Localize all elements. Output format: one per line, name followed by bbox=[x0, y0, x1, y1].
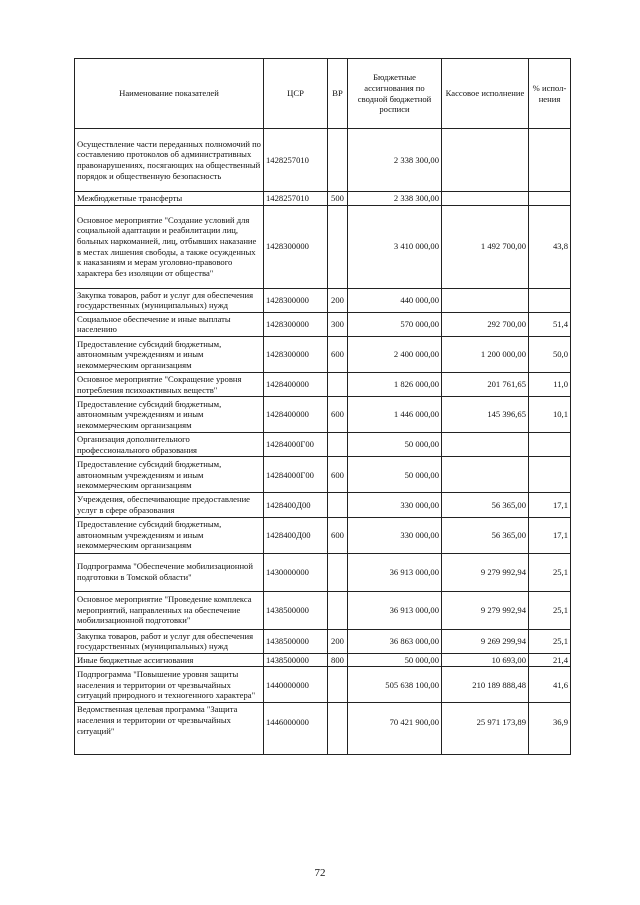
row-csr: 14284000Г00 bbox=[264, 433, 328, 457]
row-name: Предоставление субсидий бюджетным, автономным учреждениям и иным некоммерческим организациям bbox=[75, 457, 264, 493]
row-name: Основное мероприятие "Создание условий для социальной адаптации и реабилитации лиц, больных наркоманией, лиц, отбывших наказание в местах лишения свободы, а также осужденных к наказаниям и мерам уголовно-правового характера без изоляции от общества" bbox=[75, 205, 264, 288]
row-budget: 3 410 000,00 bbox=[348, 205, 442, 288]
row-cash: 56 365,00 bbox=[442, 517, 529, 553]
table-row bbox=[75, 205, 571, 288]
row-csr: 1430000000 bbox=[264, 553, 328, 591]
table-row bbox=[75, 629, 571, 653]
table-row bbox=[75, 457, 571, 493]
row-vr bbox=[328, 372, 348, 396]
budget-execution-table bbox=[74, 58, 571, 755]
row-vr: 200 bbox=[328, 288, 348, 312]
row-name: Осуществление части переданных полномочий по составлению протоколов об административных правонарушениях, посягающих на общественный порядок и общественную безопасность bbox=[75, 129, 264, 192]
row-name: Ведомственная целевая программа "Защита населения и территории от чрезвычайных ситуаций" bbox=[75, 703, 264, 755]
row-percent: 25,1 bbox=[529, 629, 571, 653]
row-cash: 25 971 173,89 bbox=[442, 703, 529, 755]
row-csr: 1438500000 bbox=[264, 653, 328, 667]
row-vr bbox=[328, 667, 348, 703]
row-vr: 200 bbox=[328, 629, 348, 653]
row-budget: 1 446 000,00 bbox=[348, 397, 442, 433]
row-csr: 1428300000 bbox=[264, 288, 328, 312]
row-vr bbox=[328, 205, 348, 288]
row-vr bbox=[328, 553, 348, 591]
row-csr: 1428400Д00 bbox=[264, 493, 328, 517]
table-row bbox=[75, 288, 571, 312]
row-vr bbox=[328, 591, 348, 629]
table-row bbox=[75, 591, 571, 629]
row-budget: 36 913 000,00 bbox=[348, 553, 442, 591]
row-budget: 2 400 000,00 bbox=[348, 336, 442, 372]
row-budget: 50 000,00 bbox=[348, 457, 442, 493]
row-percent: 11,0 bbox=[529, 372, 571, 396]
row-name: Иные бюджетные ассигнования bbox=[75, 653, 264, 667]
row-name: Основное мероприятие "Сокращение уровня потребления психоактивных веществ" bbox=[75, 372, 264, 396]
row-name: Закупка товаров, работ и услуг для обеспечения государственных (муниципальных) нужд bbox=[75, 288, 264, 312]
row-budget: 570 000,00 bbox=[348, 312, 442, 336]
row-csr: 1428400000 bbox=[264, 397, 328, 433]
row-vr bbox=[328, 129, 348, 192]
row-name: Подпрограмма "Повышение уровня защиты населения и территории от чрезвычайных ситуаций природного и техногенного характера" bbox=[75, 667, 264, 703]
table-row bbox=[75, 553, 571, 591]
row-csr: 1446000000 bbox=[264, 703, 328, 755]
row-budget: 1 826 000,00 bbox=[348, 372, 442, 396]
row-budget: 505 638 100,00 bbox=[348, 667, 442, 703]
row-vr bbox=[328, 703, 348, 755]
row-vr: 600 bbox=[328, 457, 348, 493]
row-percent bbox=[529, 288, 571, 312]
row-name: Предоставление субсидий бюджетным, автономным учреждениям и иным некоммерческим организациям bbox=[75, 517, 264, 553]
row-csr: 1428400Д00 bbox=[264, 517, 328, 553]
table-row bbox=[75, 129, 571, 192]
row-csr: 1438500000 bbox=[264, 591, 328, 629]
row-percent: 25,1 bbox=[529, 591, 571, 629]
row-cash bbox=[442, 433, 529, 457]
row-csr: 1428300000 bbox=[264, 205, 328, 288]
row-percent: 17,1 bbox=[529, 517, 571, 553]
row-csr: 1428300000 bbox=[264, 312, 328, 336]
row-percent: 17,1 bbox=[529, 493, 571, 517]
row-budget: 50 000,00 bbox=[348, 653, 442, 667]
row-cash: 56 365,00 bbox=[442, 493, 529, 517]
row-percent: 43,8 bbox=[529, 205, 571, 288]
table-row bbox=[75, 703, 571, 755]
row-name: Основное мероприятие "Проведение комплекса мероприятий, направленных на обеспечение мобилизационной подготовки" bbox=[75, 591, 264, 629]
table-row bbox=[75, 667, 571, 703]
table-header-row bbox=[75, 59, 571, 129]
row-budget: 330 000,00 bbox=[348, 493, 442, 517]
row-percent bbox=[529, 129, 571, 192]
row-vr: 600 bbox=[328, 336, 348, 372]
row-cash bbox=[442, 288, 529, 312]
row-csr: 1428257010 bbox=[264, 192, 328, 206]
row-budget: 440 000,00 bbox=[348, 288, 442, 312]
table-row bbox=[75, 312, 571, 336]
row-cash: 292 700,00 bbox=[442, 312, 529, 336]
row-name: Организация дополнительного профессионального образования bbox=[75, 433, 264, 457]
header-budget: Бюджетные ассигнования по сводной бюджетной росписи bbox=[348, 59, 442, 129]
row-csr: 1428400000 bbox=[264, 372, 328, 396]
row-name: Социальное обеспечение и иные выплаты населению bbox=[75, 312, 264, 336]
row-percent: 50,0 bbox=[529, 336, 571, 372]
row-cash: 10 693,00 bbox=[442, 653, 529, 667]
row-name: Учреждения, обеспечивающие предоставление услуг в сфере образования bbox=[75, 493, 264, 517]
row-name: Предоставление субсидий бюджетным, автономным учреждениям и иным некоммерческим организациям bbox=[75, 336, 264, 372]
row-budget: 70 421 900,00 bbox=[348, 703, 442, 755]
row-csr: 1440000000 bbox=[264, 667, 328, 703]
header-cash: Кассовое исполнение bbox=[442, 59, 529, 129]
header-percent: % испол-нения bbox=[529, 59, 571, 129]
page-number: 72 bbox=[314, 867, 326, 879]
row-percent bbox=[529, 433, 571, 457]
table-row bbox=[75, 493, 571, 517]
row-vr: 800 bbox=[328, 653, 348, 667]
row-percent: 21,4 bbox=[529, 653, 571, 667]
row-budget: 36 913 000,00 bbox=[348, 591, 442, 629]
row-vr bbox=[328, 493, 348, 517]
header-csr: ЦСР bbox=[264, 59, 328, 129]
row-cash bbox=[442, 457, 529, 493]
row-name: Предоставление субсидий бюджетным, автономным учреждениям и иным некоммерческим организациям bbox=[75, 397, 264, 433]
row-budget: 2 338 300,00 bbox=[348, 129, 442, 192]
row-vr: 500 bbox=[328, 192, 348, 206]
header-vr: ВР bbox=[328, 59, 348, 129]
row-budget: 36 863 000,00 bbox=[348, 629, 442, 653]
row-budget: 330 000,00 bbox=[348, 517, 442, 553]
row-cash: 9 269 299,94 bbox=[442, 629, 529, 653]
row-cash: 9 279 992,94 bbox=[442, 591, 529, 629]
row-cash: 145 396,65 bbox=[442, 397, 529, 433]
row-name: Закупка товаров, работ и услуг для обеспечения государственных (муниципальных) нужд bbox=[75, 629, 264, 653]
table-row bbox=[75, 397, 571, 433]
row-vr: 300 bbox=[328, 312, 348, 336]
row-budget: 2 338 300,00 bbox=[348, 192, 442, 206]
row-csr: 1428300000 bbox=[264, 336, 328, 372]
row-percent: 41,6 bbox=[529, 667, 571, 703]
row-name: Подпрограмма "Обеспечение мобилизационной подготовки в Томской области" bbox=[75, 553, 264, 591]
header-name: Наименование показателей bbox=[75, 59, 264, 129]
row-name: Межбюджетные трансферты bbox=[75, 192, 264, 206]
row-cash: 1 492 700,00 bbox=[442, 205, 529, 288]
table-row bbox=[75, 336, 571, 372]
row-vr bbox=[328, 433, 348, 457]
row-percent: 25,1 bbox=[529, 553, 571, 591]
row-vr: 600 bbox=[328, 397, 348, 433]
row-cash: 9 279 992,94 bbox=[442, 553, 529, 591]
row-percent bbox=[529, 457, 571, 493]
row-csr: 1428257010 bbox=[264, 129, 328, 192]
table-row bbox=[75, 517, 571, 553]
row-percent: 10,1 bbox=[529, 397, 571, 433]
row-cash: 1 200 000,00 bbox=[442, 336, 529, 372]
row-cash bbox=[442, 192, 529, 206]
row-percent bbox=[529, 192, 571, 206]
table-row bbox=[75, 653, 571, 667]
table-row bbox=[75, 433, 571, 457]
row-vr: 600 bbox=[328, 517, 348, 553]
row-csr: 14284000Г00 bbox=[264, 457, 328, 493]
row-cash: 201 761,65 bbox=[442, 372, 529, 396]
row-cash: 210 189 888,48 bbox=[442, 667, 529, 703]
row-budget: 50 000,00 bbox=[348, 433, 442, 457]
row-csr: 1438500000 bbox=[264, 629, 328, 653]
row-percent: 36,9 bbox=[529, 703, 571, 755]
row-cash bbox=[442, 129, 529, 192]
row-percent: 51,4 bbox=[529, 312, 571, 336]
table-row bbox=[75, 192, 571, 206]
table-row bbox=[75, 372, 571, 396]
